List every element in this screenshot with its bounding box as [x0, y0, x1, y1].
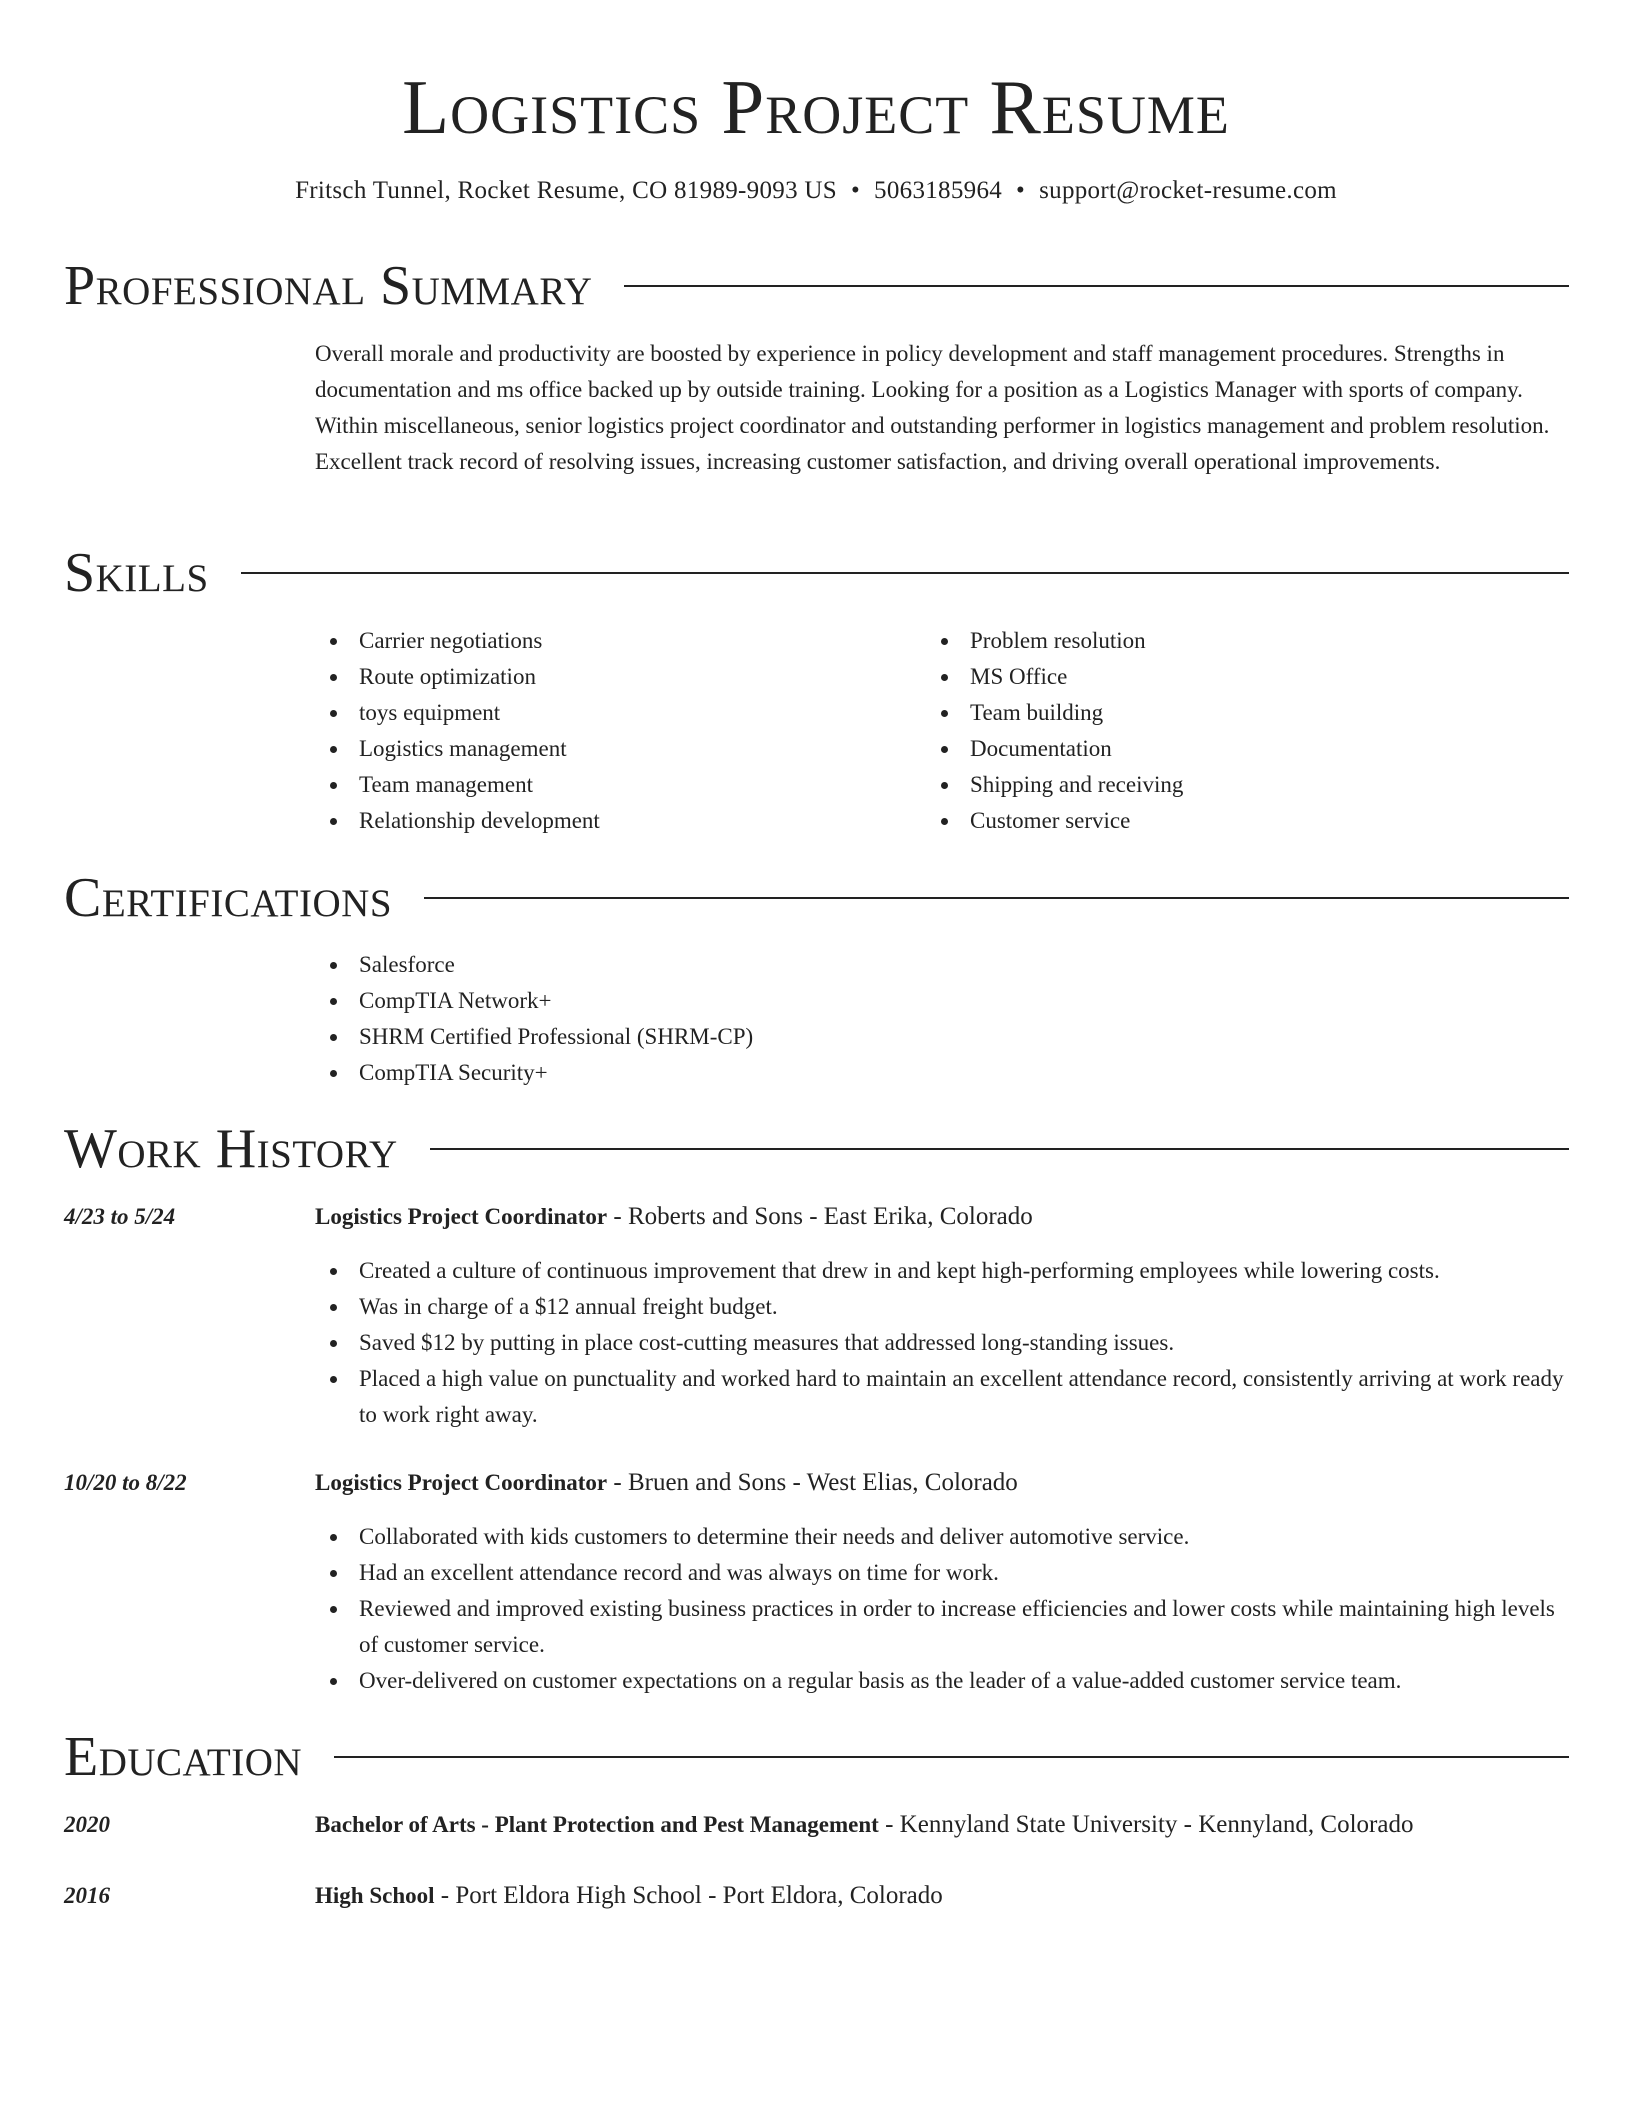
- job-heading: [315, 1465, 1575, 1501]
- section-header-work-history: [64, 1117, 1569, 1181]
- job-employer: - Bruen and Sons - West Elias, Colorado: [607, 1469, 1018, 1496]
- contact-line: [0, 174, 1632, 208]
- contact-separator: •: [1016, 177, 1026, 204]
- contact-separator: •: [850, 177, 861, 204]
- section-title-education: Education: [64, 1726, 303, 1788]
- job-title: Logistics Project Coordinator: [315, 1470, 608, 1495]
- certification-item: SHRM Certified Professional (SHRM-CP): [315, 1019, 1575, 1055]
- skill-item: toys equipment: [315, 695, 915, 731]
- section-title-certifications: Certifications: [64, 867, 393, 929]
- education-degree: Bachelor of Arts - Plant Protection and Pest Management: [315, 1812, 879, 1837]
- job-bullet: Placed a high value on punctuality and worked hard to maintain an excellent attendance record, consistently arriving at work ready to work right away.: [315, 1361, 1575, 1433]
- job-dates: 10/20 to 8/22: [64, 1470, 187, 1495]
- contact-email: support@rocket-resume.com: [1039, 177, 1337, 204]
- skill-item: Team management: [315, 767, 915, 803]
- job-bullet: Collaborated with kids customers to determine their needs and deliver automotive service.: [315, 1519, 1575, 1555]
- job-bullets: [315, 1253, 1575, 1433]
- summary-text: Overall morale and productivity are boosted by experience in policy development and staff management procedures. Strengths in documentation and ms office backed up by outside training. Looking for a position as a Logistics Manager with sports of company. Within miscellaneous, senior logistics project coordinator and outstanding performer in logistics management and problem resolution. Excellent track record of resolving issues, increasing customer satisfaction, and driving overall operational improvements.: [315, 341, 1550, 474]
- job-employer: - Roberts and Sons - East Erika, Colorado: [607, 1203, 1033, 1230]
- section-divider: [241, 572, 1569, 574]
- section-divider: [624, 285, 1569, 287]
- section-title-work-history: Work History: [64, 1118, 398, 1180]
- section-divider: [424, 897, 1569, 899]
- certifications-list: [315, 947, 1575, 1091]
- education-year: 2016: [64, 1883, 110, 1908]
- resume-title: Logistics Project Resume: [402, 64, 1230, 150]
- job-dates: 4/23 to 5/24: [64, 1204, 176, 1229]
- education-entry: [315, 1878, 1575, 1914]
- skill-item: Route optimization: [315, 659, 915, 695]
- section-header-certifications: [64, 866, 1569, 930]
- skills-column-left: [315, 623, 915, 839]
- education-entry: [315, 1807, 1575, 1843]
- education-degree: High School: [315, 1883, 435, 1908]
- skill-item: Customer service: [926, 803, 1526, 839]
- job-bullet: Reviewed and improved existing business practices in order to increase efficiencies and lower costs while maintaining high levels of customer service.: [315, 1591, 1575, 1663]
- section-divider: [430, 1148, 1569, 1150]
- skill-item: MS Office: [926, 659, 1526, 695]
- skills-column-right: [926, 623, 1526, 839]
- section-header-summary: [64, 254, 1569, 318]
- education-school: - Kennyland State University - Kennyland, Colorado: [878, 1811, 1414, 1838]
- skill-item: Team building: [926, 695, 1526, 731]
- job-bullet: Created a culture of continuous improvement that drew in and kept high-performing employees while lowering costs.: [315, 1253, 1575, 1289]
- contact-address: Fritsch Tunnel, Rocket Resume, CO 81989-9093 US: [295, 177, 837, 204]
- certification-item: Salesforce: [315, 947, 1575, 983]
- skill-item: Problem resolution: [926, 623, 1526, 659]
- contact-phone: 5063185964: [874, 177, 1003, 204]
- job-heading: [315, 1199, 1575, 1235]
- section-divider: [334, 1756, 1569, 1758]
- job-bullet: Over-delivered on customer expectations on a regular basis as the leader of a value-added customer service team.: [315, 1663, 1575, 1699]
- skill-item: Relationship development: [315, 803, 915, 839]
- skill-item: Logistics management: [315, 731, 915, 767]
- section-header-education: [64, 1725, 1569, 1789]
- education-year: 2020: [64, 1812, 110, 1837]
- job-bullets: [315, 1519, 1575, 1699]
- education-school: - Port Eldora High School - Port Eldora, Colorado: [434, 1882, 943, 1909]
- certification-item: CompTIA Security+: [315, 1055, 1575, 1091]
- skill-item: Carrier negotiations: [315, 623, 915, 659]
- job-bullet: Was in charge of a $12 annual freight budget.: [315, 1289, 1575, 1325]
- section-title-summary: Professional Summary: [64, 255, 593, 317]
- job-bullet: Saved $12 by putting in place cost-cutting measures that addressed long-standing issues.: [315, 1325, 1575, 1361]
- certification-item: CompTIA Network+: [315, 983, 1575, 1019]
- section-title-skills: Skills: [64, 542, 209, 604]
- job-title: Logistics Project Coordinator: [315, 1204, 608, 1229]
- skill-item: Documentation: [926, 731, 1526, 767]
- skill-item: Shipping and receiving: [926, 767, 1526, 803]
- job-bullet: Had an excellent attendance record and was always on time for work.: [315, 1555, 1575, 1591]
- section-header-skills: [64, 541, 1569, 605]
